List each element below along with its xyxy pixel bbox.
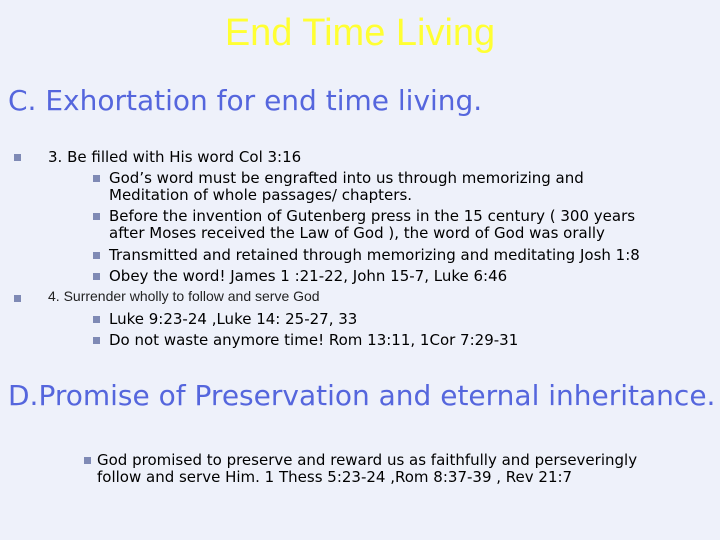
- bullet-icon: [93, 213, 100, 220]
- item-3-sub-2-line-2: after Moses received the Law of God ), the word of God was orally: [109, 224, 605, 242]
- bullet-icon: [93, 175, 100, 182]
- bullet-icon: [14, 295, 21, 302]
- bullet-icon: [93, 316, 100, 323]
- item-3-sub-1-line-1: God’s word must be engrafted into us through memorizing and: [109, 169, 584, 187]
- item-3-sub-2-line-1: Before the invention of Gutenberg press in the 15 century ( 300 years: [109, 207, 636, 225]
- slide-title: End Time Living: [224, 12, 496, 54]
- bullet-icon: [14, 154, 21, 161]
- bullet-icon: [93, 273, 100, 280]
- promise-line-1: God promised to preserve and reward us as faithfully and perseveringly: [97, 451, 638, 469]
- item-3-sub-1-line-2: Meditation of whole passages/ chapters.: [109, 186, 413, 204]
- bullet-icon: [93, 252, 100, 259]
- bullet-icon: [84, 457, 91, 464]
- section-d-heading: D.Promise of Preservation and eternal inheritance.: [8, 379, 716, 412]
- item-4-sub-2: Do not waste anymore time! Rom 13:11, 1Cor 7:29-31: [109, 331, 519, 349]
- section-c-heading: C. Exhortation for end time living.: [8, 84, 483, 117]
- item-3-label: 3. Be filled with His word Col 3:16: [48, 148, 302, 166]
- item-3-sub-4: Obey the word! James 1 :21-22, John 15-7, Luke 6:46: [109, 267, 508, 285]
- bullet-icon: [93, 337, 100, 344]
- promise-line-2: follow and serve Him. 1 Thess 5:23-24 ,Rom 8:37-39 , Rev 21:7: [97, 468, 573, 486]
- item-4-label: 4. Surrender wholly to follow and serve God: [48, 288, 320, 304]
- item-3-sub-3: Transmitted and retained through memorizing and meditating Josh 1:8: [109, 246, 640, 264]
- item-4-sub-1: Luke 9:23-24 ,Luke 14: 25-27, 33: [109, 310, 358, 328]
